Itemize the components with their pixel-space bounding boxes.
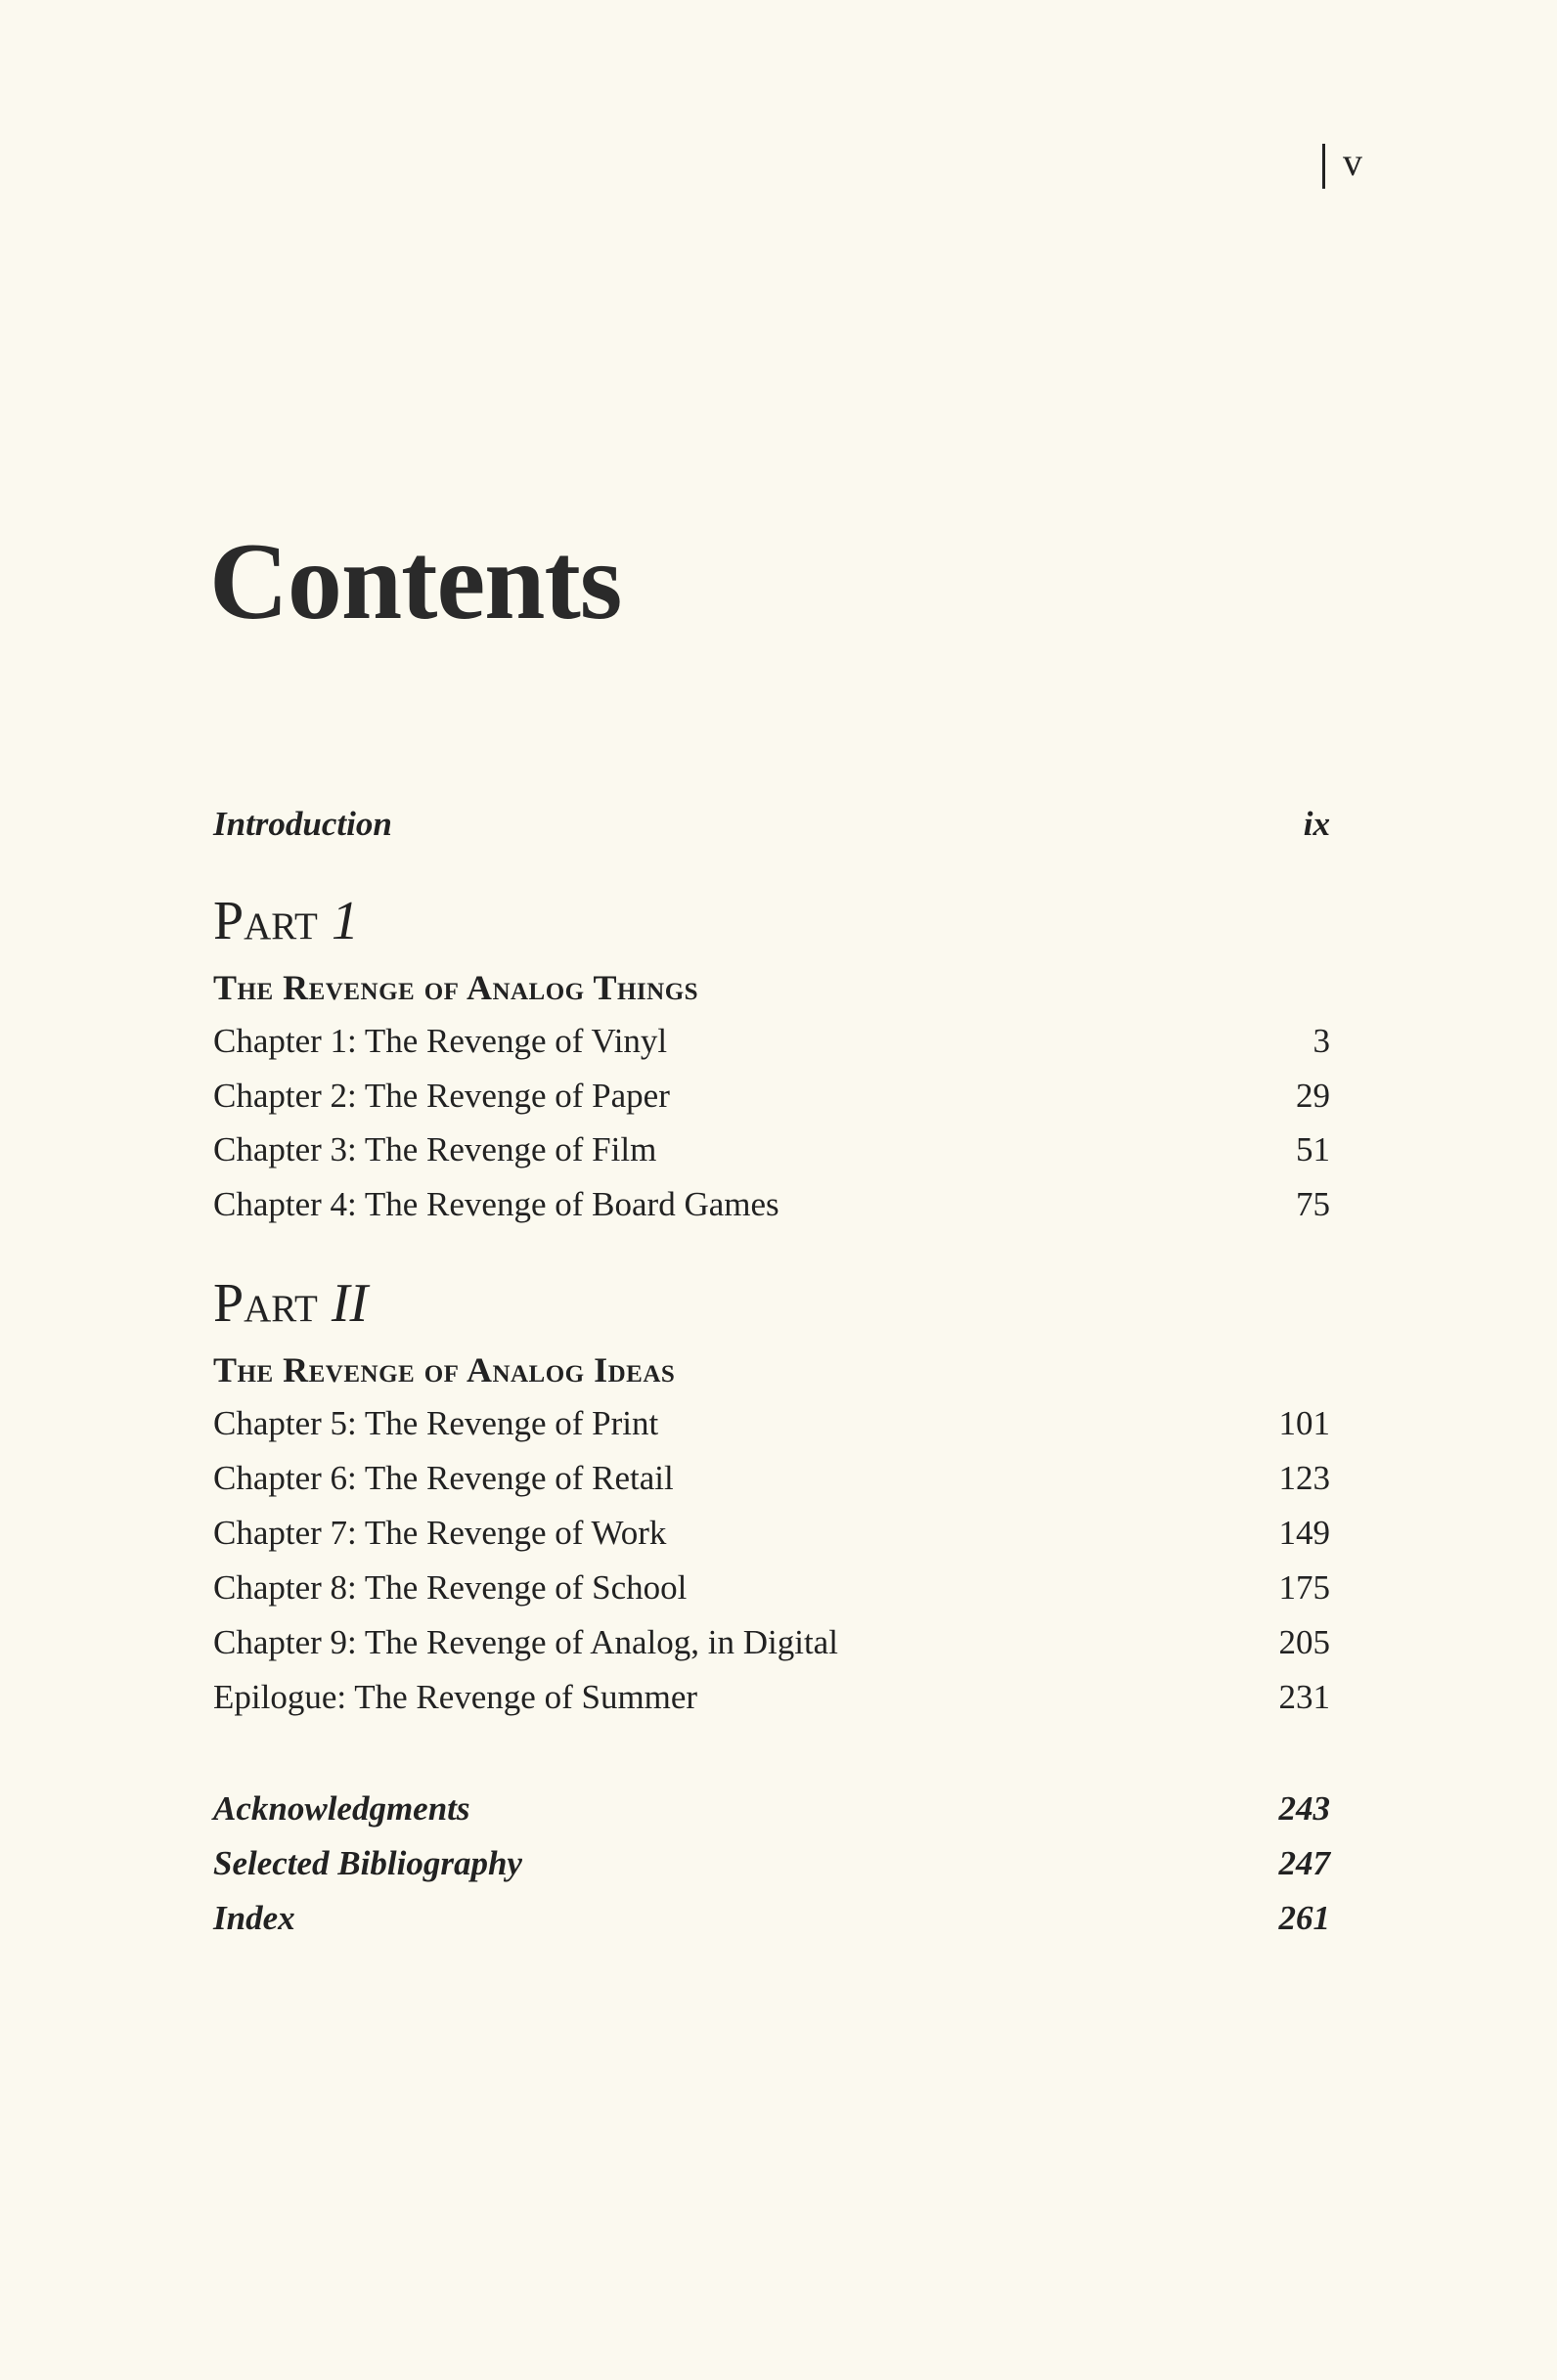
entry-label: Epilogue: The Revenge of Summer xyxy=(213,1678,698,1716)
entry-label: Acknowledgments xyxy=(213,1789,470,1828)
entry-label: Chapter 1: The Revenge of Vinyl xyxy=(213,1022,668,1060)
entry-label: Selected Bibliography xyxy=(213,1844,522,1882)
part-heading-1 xyxy=(213,890,359,952)
part-subtitle-2: The Revenge of Analog Ideas xyxy=(213,1350,676,1389)
entry-label: Chapter 9: The Revenge of Analog, in Digital xyxy=(213,1623,838,1661)
toc-entry[interactable] xyxy=(213,1069,1330,1124)
entry-label: Chapter 8: The Revenge of School xyxy=(213,1568,688,1607)
toc-entry[interactable] xyxy=(213,1014,1330,1069)
entry-page: 175 xyxy=(1278,1568,1330,1607)
part-word: Part xyxy=(213,891,318,951)
entry-label: Introduction xyxy=(213,805,392,843)
toc-entry-index[interactable] xyxy=(213,1891,1330,1946)
part-number: II xyxy=(331,1273,369,1334)
toc-entry[interactable] xyxy=(213,1177,1330,1232)
entry-page: 149 xyxy=(1278,1514,1330,1552)
entry-page: 29 xyxy=(1296,1077,1330,1115)
toc-entry[interactable] xyxy=(213,1396,1330,1451)
entry-page: 123 xyxy=(1278,1459,1330,1497)
entry-label: Chapter 7: The Revenge of Work xyxy=(213,1514,667,1552)
entry-label: Chapter 6: The Revenge of Retail xyxy=(213,1459,674,1497)
entry-page: 75 xyxy=(1296,1185,1330,1223)
toc-entry[interactable] xyxy=(213,1123,1330,1177)
entry-label: Index xyxy=(213,1899,295,1937)
toc-entry[interactable] xyxy=(213,1451,1330,1506)
part-subtitle-1: The Revenge of Analog Things xyxy=(213,968,699,1007)
entry-page: 205 xyxy=(1278,1623,1330,1661)
page-title: Contents xyxy=(209,521,622,642)
part-heading-2 xyxy=(213,1272,368,1335)
entry-page: 261 xyxy=(1278,1899,1330,1937)
entry-page: 51 xyxy=(1296,1130,1330,1168)
toc-entry[interactable] xyxy=(213,1615,1330,1670)
folio-rule xyxy=(1322,144,1325,189)
entry-page: 3 xyxy=(1312,1022,1330,1060)
toc-entry-bibliography[interactable] xyxy=(213,1836,1330,1891)
entry-label: Chapter 2: The Revenge of Paper xyxy=(213,1077,670,1115)
toc-entry[interactable] xyxy=(213,1561,1330,1615)
toc-entry-acknowledgments[interactable] xyxy=(213,1782,1330,1836)
toc-entry-introduction[interactable] xyxy=(213,797,1330,852)
entry-page: 101 xyxy=(1278,1404,1330,1442)
toc-entry[interactable] xyxy=(213,1670,1330,1725)
entry-page: 231 xyxy=(1278,1678,1330,1716)
folio-number: v xyxy=(1343,140,1362,184)
entry-label: Chapter 3: The Revenge of Film xyxy=(213,1130,657,1168)
part-number: 1 xyxy=(331,891,359,951)
entry-page: 247 xyxy=(1278,1844,1330,1882)
toc-entry[interactable] xyxy=(213,1506,1330,1561)
entry-page: 243 xyxy=(1278,1789,1330,1828)
page-folio xyxy=(1322,137,1362,189)
part-word: Part xyxy=(213,1273,318,1334)
entry-label: Chapter 5: The Revenge of Print xyxy=(213,1404,659,1442)
entry-label: Chapter 4: The Revenge of Board Games xyxy=(213,1185,779,1223)
entry-page: ix xyxy=(1303,805,1330,843)
